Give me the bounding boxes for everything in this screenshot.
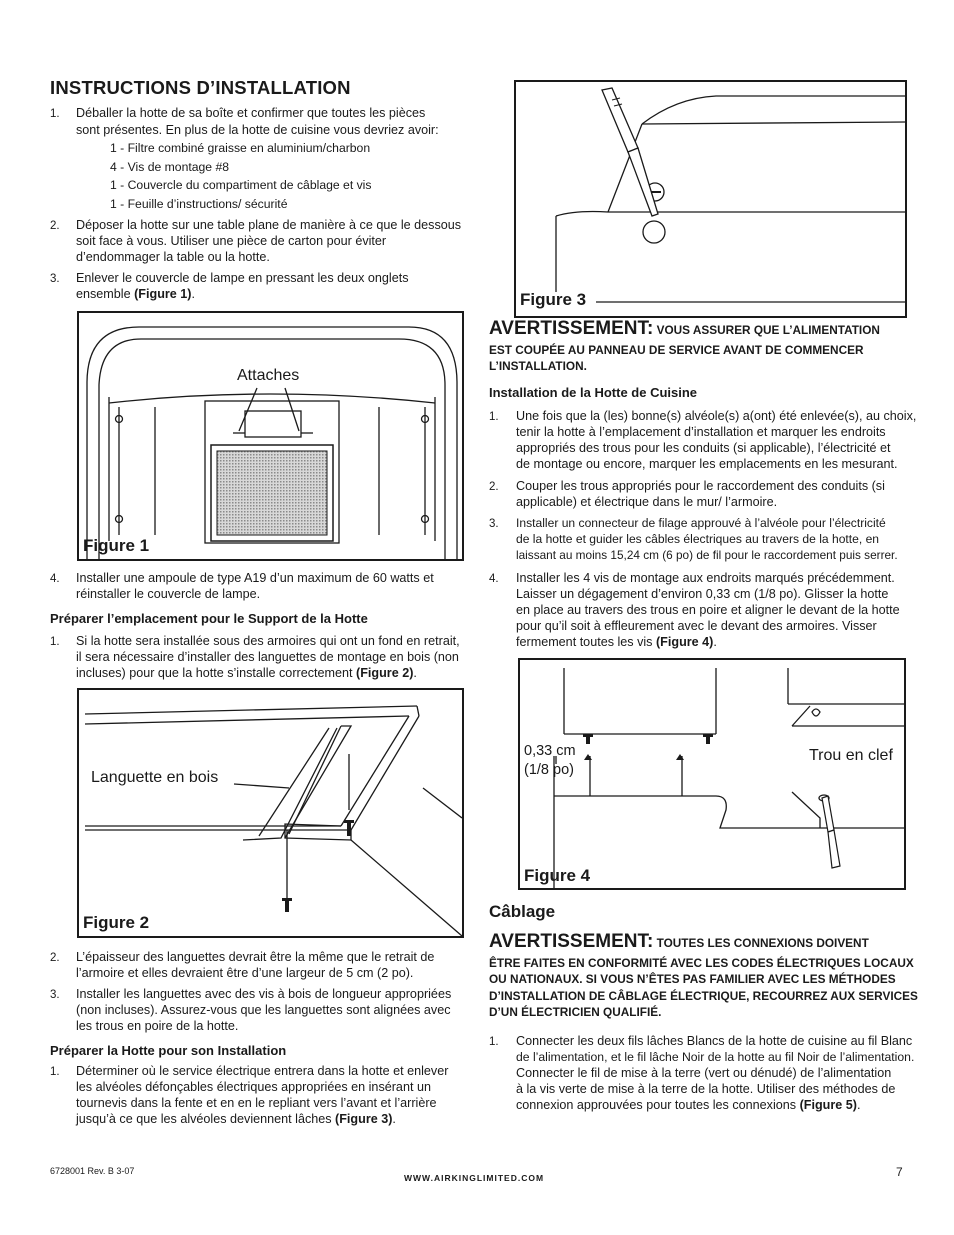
step-number: 3. [50, 989, 60, 1001]
warning-heading: AVERTISSEMENT: [489, 931, 654, 952]
wiring-1-line: de l’alimentation, et le fil lâche Noir de la hotte au fil Noir de l’alimentation. [516, 1050, 915, 1064]
step-1-line-2: sont présentes. En plus de la hotte de cuisine vous devriez avoir: [76, 123, 439, 137]
warning-2-line: D’INSTALLATION DE CÂBLAGE ÉLECTRIQUE, RECOURREZ AUX SERVICES [489, 989, 918, 1003]
figure-2 [77, 688, 464, 938]
warning-power-off: AVERTISSEMENT: VOUS ASSURER QUE L’ALIMENTATION [489, 318, 880, 339]
step-number: 1. [50, 108, 60, 120]
install-1-line: Une fois que la (les) bonne(s) alvéole(s) a(ont) été enlevée(s), au choix, [516, 409, 917, 423]
support-2-line: L’épaisseur des languettes devrait être la même que le retrait de [76, 950, 435, 964]
callout-attaches: Attaches [237, 367, 300, 384]
figure-2-label: Figure 2 [83, 913, 150, 932]
step-2-line: Déposer la hotte sur une table plane de manière à ce que le dessous [76, 218, 462, 232]
step-number: 3. [50, 273, 60, 285]
step-1-line-1: Déballer la hotte de sa boîte et confirmer que toutes les pièces [76, 106, 426, 120]
section-heading-install: Installation de la Hotte de Cuisine [489, 385, 698, 400]
install-3-line: laissant au moins 15,24 cm (6 po) de fil pour le raccordement puis serrer. [516, 548, 898, 562]
page-title: INSTRUCTIONS D’INSTALLATION [50, 77, 351, 98]
step-4-line: Installer une ampoule de type A19 d’un maximum de 60 watts et [76, 571, 434, 585]
wiring-1-line-5: connexion approuvées pour toutes les connexions (Figure 5). [516, 1098, 861, 1112]
step-3-line: Enlever le couvercle de lampe en pressant les deux onglets [76, 271, 409, 285]
support-3-line: les trous en poire de la hotte. [76, 1019, 239, 1033]
step-4-line: réinstaller le couvercle de lampe. [76, 587, 261, 601]
warning-2-line: ÊTRE FAITES EN CONFORMITÉ AVEC LES CODES ÉLECTRIQUES LOCAUX [489, 956, 914, 970]
install-4-line: Installer les 4 vis de montage aux endroits marqués précédemment. [516, 571, 895, 585]
prepare-1-line: tournevis dans la fente et en en le repliant vers l’avant et l’arrière [76, 1096, 437, 1110]
mounting-screws-illustration [520, 660, 904, 888]
step-number: 1. [50, 1066, 60, 1078]
support-3-line: (non incluses). Assurez-vous que les languettes sont alignées avec [76, 1003, 451, 1017]
install-3-line: Installer un connecteur de filage approuvé à l’alvéole pour l’électricité [516, 516, 886, 530]
warning-heading: AVERTISSEMENT: [489, 318, 654, 339]
step-number: 1. [50, 636, 60, 648]
install-1-line: tenir la hotte à l’emplacement d’installation et marquer les endroits [516, 425, 886, 439]
parts-list-item: 1 - Filtre combiné graisse en aluminium/charbon [110, 141, 371, 155]
callout-wood-strip: Languette en bois [91, 769, 219, 786]
section-heading-support: Préparer l’emplacement pour le Support de la Hotte [50, 611, 368, 626]
step-number: 1. [489, 1036, 499, 1048]
step-2-line: d’endommager la table ou la hotte. [76, 250, 270, 264]
install-3-line: de la hotte et guider les câbles électriques au travers de la hotte, en [516, 532, 880, 546]
install-1-line: de montage ou encore, marquer les emplacements en les mesurant. [516, 457, 898, 471]
wiring-1-line: Connecter le fil de mise à la terre (vert ou dénudé) de l’alimentation [516, 1066, 892, 1080]
step-number: 1. [489, 411, 499, 423]
step-number: 4. [489, 573, 499, 585]
warning-1-line: L’INSTALLATION. [489, 359, 587, 373]
website-url: WWW.AIRKINGLIMITED.COM [404, 1173, 545, 1183]
install-2-line: Couper les trous appropriés pour le raccordement des conduits (si [516, 479, 885, 493]
step-number: 2. [50, 952, 60, 964]
figure-reference: (Figure 1) [134, 287, 192, 301]
figure-reference: (Figure 2) [356, 666, 414, 680]
prepare-1-line: les alvéoles défonçables électriques appropriées en insérant un [76, 1080, 431, 1094]
figure-3 [514, 80, 907, 318]
install-4-line: en place au travers des trous en poire et aligner le devant de la hotte [516, 603, 900, 617]
figure-reference: (Figure 4) [655, 635, 714, 649]
install-4-line-5: fermement toutes les vis (Figure 4). [516, 635, 717, 649]
wood-strip-illustration [79, 690, 462, 936]
warning-2-line: D’UN ÉLECTRICIEN QUALIFIÉ. [489, 1005, 662, 1019]
figure-1-label: Figure 1 [83, 536, 150, 555]
warning-1-line: EST COUPÉE AU PANNEAU DE SERVICE AVANT DE COMMENCER [489, 343, 864, 357]
warning-2-line: OU NATIONAUX. SI VOUS N’ÊTES PAS FAMILIER AVEC LES MÉTHODES [489, 972, 896, 986]
support-1-line: Si la hotte sera installée sous des armoires qui ont un fond en retrait, [76, 634, 460, 648]
parts-list-item: 1 - Couvercle du compartiment de câblage et vis [110, 178, 372, 192]
install-4-line: Laisser un dégagement d’environ 0,33 cm (1/8 po). Glisser la hotte [516, 587, 889, 601]
support-2-line: l’armoire et elles devraient être d’une largeur de 5 cm (2 po). [76, 966, 414, 980]
step-number: 2. [50, 220, 60, 232]
step-2-line: soit face à vous. Utiliser une pièce de carton pour éviter [76, 234, 387, 248]
install-2-line: applicable) et électrique dans le mur/ l’armoire. [516, 495, 778, 509]
figure-reference: (Figure 3) [335, 1112, 393, 1126]
section-heading-wiring: Câblage [489, 902, 556, 921]
section-heading-prepare: Préparer la Hotte pour son Installation [50, 1043, 287, 1058]
page-number: 7 [896, 1165, 903, 1179]
figure-reference: (Figure 5) [799, 1098, 857, 1112]
figure-4-label: Figure 4 [524, 866, 591, 885]
warning-electrical-codes: AVERTISSEMENT: TOUTES LES CONNEXIONS DOIVENT [489, 931, 869, 952]
wiring-1-line: à la vis verte de mise à la terre de la hotte. Utiliser des méthodes de [516, 1082, 896, 1096]
install-1-line: appropriés des trous pour les conduits (si applicable), l’électricité et [516, 441, 891, 455]
callout-gap: 0,33 cm (1/8 po) [524, 743, 576, 778]
support-1-line: il sera nécessaire d’installer des languettes de montage en bois (non [76, 650, 459, 664]
range-hood-front-illustration [79, 313, 462, 559]
screwdriver-knockout-illustration [516, 82, 905, 316]
prepare-1-line-4: jusqu’à ce que les alvéoles deviennent lâches (Figure 3). [76, 1112, 396, 1126]
figure-1 [77, 311, 464, 561]
parts-list-item: 1 - Feuille d’instructions/ sécurité [110, 197, 288, 211]
support-3-line: Installer les languettes avec des vis à bois de longueur appropriées [76, 987, 452, 1001]
support-1-line-3: incluses) pour que la hotte s’installe correctement (Figure 2). [76, 666, 417, 680]
parts-list-item: 4 - Vis de montage #8 [110, 160, 230, 174]
document-number: 6728001 Rev. B 3-07 [50, 1166, 135, 1176]
prepare-1-line: Déterminer où le service électrique entrera dans la hotte et enlever [76, 1064, 449, 1078]
step-number: 2. [489, 481, 499, 493]
step-number: 3. [489, 518, 499, 530]
step-3-line-2: ensemble (Figure 1). [76, 287, 195, 301]
install-4-line: pour qu’il soit à effleurement avec le devant des armoires. Visser [516, 619, 877, 633]
figure-4 [518, 658, 906, 890]
wiring-1-line: Connecter les deux fils lâches Blancs de la hotte de cuisine au fil Blanc [516, 1034, 913, 1048]
step-number: 4. [50, 573, 60, 585]
figure-3-label: Figure 3 [520, 290, 587, 309]
callout-keyhole: Trou en clef [809, 747, 893, 764]
